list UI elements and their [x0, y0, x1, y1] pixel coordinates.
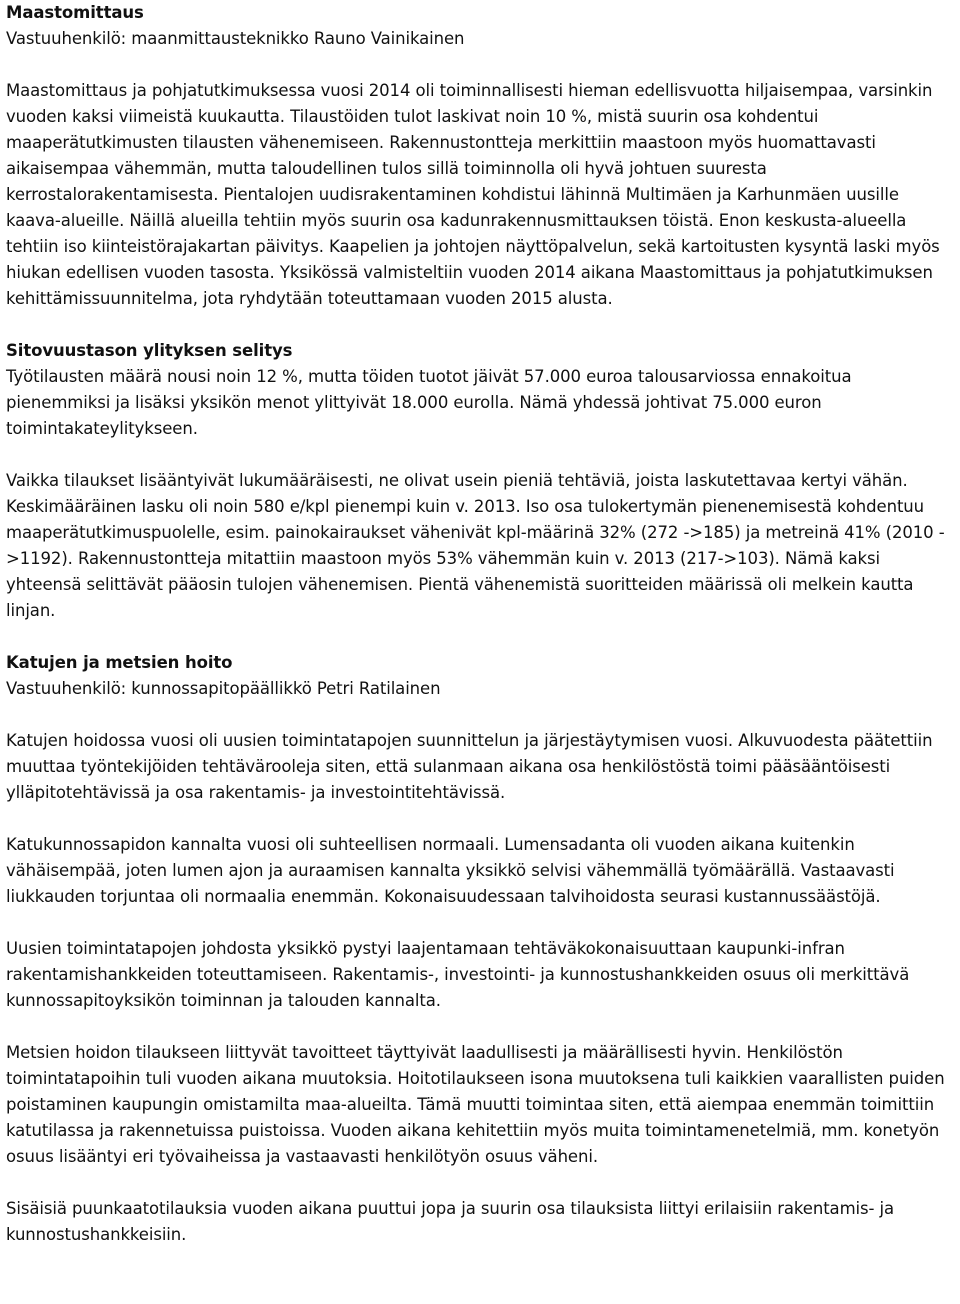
section-maastomittaus — [6, 0, 956, 312]
section-title: Katujen ja metsien hoito — [6, 653, 233, 672]
responsible-person: Vastuuhenkilö: maanmittausteknikko Rauno Vainikainen — [6, 29, 465, 48]
section-katujen-ja-metsien-hoito — [6, 650, 956, 1248]
document-page — [6, 0, 956, 1248]
paragraph: Vaikka tilaukset lisääntyivät lukumääräisesti, ne olivat usein pieniä tehtäviä, joista laskutettavaa kertyi vähän. Keskimääräinen lasku oli noin 580 e/kpl pienempi kuin v. 2013. Iso osa tulokertymän pienenemisestä kohdentuu maaperätutkimuspuolelle, esim. painokairaukset vähenivät kpl-määrinä 32% (272 ->185) ja metreinä 41% (2010 ->1192). Rakennustontteja mitattiin maastoon myös 53% vähemmän kuin v. 2013 (217->103). Nämä kaksi yhteensä selittävät pääosin tulojen vähenemisen. Pientä vähenemistä suoritteiden määrissä oli melkein kautta linjan. — [6, 471, 945, 620]
paragraph: Katujen hoidossa vuosi oli uusien toimintatapojen suunnittelun ja järjestäytymisen vuosi. Alkuvuodesta päätettiin muuttaa työntekijöiden tehtävärooleja siten, että sulanmaan aikana osa henkilöstöstä toimi pääsääntöisesti ylläpitotehtävissä ja osa rakentamis- ja investointitehtävissä. — [6, 731, 933, 802]
section-sitovuustason-ylitys — [6, 338, 956, 624]
paragraph: Työtilausten määrä nousi noin 12 %, mutta töiden tuotot jäivät 57.000 euroa talousarviossa ennakoitua pienemmiksi ja lisäksi yksikön menot ylittyivät 18.000 eurolla. Nämä yhdessä johtivat 75.000 euron toimintakateylitykseen. — [6, 367, 852, 438]
paragraph: Katukunnossapidon kannalta vuosi oli suhteellisen normaali. Lumensadanta oli vuoden aikana kuitenkin vähäisempää, joten lumen ajon ja auraamisen kannalta yksikkö selvisi vähemmällä työmäärällä. Vastaavasti liukkauden torjuntaa oli normaalia enemmän. Kokonaisuudessaan talvihoidosta seurasi kustannussäästöjä. — [6, 835, 895, 906]
paragraph: Sisäisiä puunkaatotilauksia vuoden aikana puuttui jopa ja suurin osa tilauksista liittyi erilaisiin rakentamis- ja kunnostushankkeisiin. — [6, 1199, 895, 1244]
paragraph: Uusien toimintatapojen johdosta yksikkö pystyi laajentamaan tehtäväkokonaisuuttaan kaupunki-infran rakentamishankkeiden toteuttamiseen. Rakentamis-, investointi- ja kunnostushankkeiden osuus oli merkittävä kunnossapitoyksikön toiminnan ja talouden kannalta. — [6, 939, 910, 1010]
section-title: Sitovuustason ylityksen selitys — [6, 341, 293, 360]
responsible-person: Vastuuhenkilö: kunnossapitopäällikkö Petri Ratilainen — [6, 679, 441, 698]
section-title: Maastomittaus — [6, 3, 144, 22]
paragraph: Maastomittaus ja pohjatutkimuksessa vuosi 2014 oli toiminnallisesti hieman edellisvuotta hiljaisempaa, varsinkin vuoden kaksi viimeistä kuukautta. Tilaustöiden tulot laskivat noin 10 %, mistä suurin osa kohdentui maaperätutkimusten tilausten vähenemiseen. Rakennustontteja merkittiin maastoon myös huomattavasti aikaisempaa vähemmän, mutta taloudellinen tulos sillä toiminnolla oli hyvä johtuen suuresta kerrostalorakentamisesta. Pientalojen uudisrakentaminen kohdistui lähinnä Multimäen ja Karhunmäen uusille kaava-alueille. Näillä alueilla tehtiin myös suurin osa kadunrakennusmittauksen töistä. Enon keskusta-alueella tehtiin iso kiinteistörajakartan päivitys. Kaapelien ja johtojen näyttöpalvelun, sekä kartoitusten kysyntä laski myös hiukan edellisen vuoden tasosta. Yksikössä valmisteltiin vuoden 2014 aikana Maastomittaus ja pohjatutkimuksen kehittämissuunnitelma, jota ryhdytään toteuttamaan vuoden 2015 alusta. — [6, 81, 940, 308]
paragraph: Metsien hoidon tilaukseen liittyvät tavoitteet täyttyivät laadullisesti ja määrällisesti hyvin. Henkilöstön toimintatapoihin tuli vuoden aikana muutoksia. Hoitotilaukseen isona muutoksena tuli kaikkien vaarallisten puiden poistaminen kaupungin omistamilta maa-alueilta. Tämä muutti toimintaa siten, että aiempaa enemmän toimittiin katutilassa ja rakennetuissa puistoissa. Vuoden aikana kehitettiin myös muita toimintamenetelmiä, mm. konetyön osuus lisääntyi eri työvaiheissa ja vastaavasti henkilötyön osuus väheni. — [6, 1043, 945, 1166]
